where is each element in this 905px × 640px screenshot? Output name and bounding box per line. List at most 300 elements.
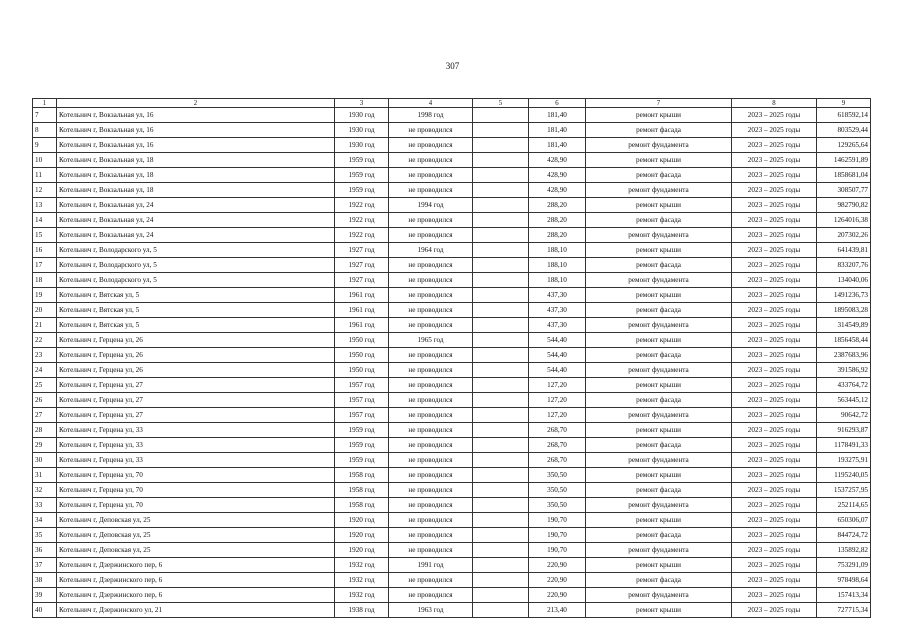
cell-address: Котельнич г, Вокзальная ул, 18 — [57, 168, 335, 183]
cell-number: 7 — [33, 108, 57, 123]
cell-cost: 727715,34 — [817, 603, 871, 618]
cell-area: 437,30 — [529, 303, 586, 318]
cell-address: Котельнич г, Дзержинского пер, 6 — [57, 588, 335, 603]
cell-area: 220,90 — [529, 558, 586, 573]
cell-period: 2023 – 2025 годы — [732, 288, 817, 303]
cell-area: 350,50 — [529, 483, 586, 498]
cell-address: Котельнич г, Герцена ул, 26 — [57, 348, 335, 363]
cell-address: Котельнич г, Володарского ул, 5 — [57, 243, 335, 258]
cell-period: 2023 – 2025 годы — [732, 168, 817, 183]
table-row — [33, 483, 871, 498]
table-row — [33, 108, 871, 123]
cell-build-year: 1930 год — [335, 138, 389, 153]
cell-number: 25 — [33, 378, 57, 393]
cell-work-type: ремонт фундамента — [586, 588, 732, 603]
cell-area: 127,20 — [529, 378, 586, 393]
cell-period: 2023 – 2025 годы — [732, 468, 817, 483]
cell-work-type: ремонт фасада — [586, 258, 732, 273]
cell-last-repair: не проводился — [389, 573, 473, 588]
cell-period: 2023 – 2025 годы — [732, 228, 817, 243]
cell-cost: 2387683,96 — [817, 348, 871, 363]
cell-area: 288,20 — [529, 228, 586, 243]
cell-cost: 1264016,38 — [817, 213, 871, 228]
cell-blank — [473, 528, 529, 543]
cell-number: 19 — [33, 288, 57, 303]
cell-period: 2023 – 2025 годы — [732, 453, 817, 468]
cell-cost: 1856458,44 — [817, 333, 871, 348]
cell-cost: 844724,72 — [817, 528, 871, 543]
cell-work-type: ремонт фундамента — [586, 543, 732, 558]
cell-cost: 252114,65 — [817, 498, 871, 513]
cell-build-year: 1950 год — [335, 333, 389, 348]
cell-cost: 129265,64 — [817, 138, 871, 153]
cell-cost: 1858681,04 — [817, 168, 871, 183]
table-row — [33, 273, 871, 288]
table-row — [33, 378, 871, 393]
cell-work-type: ремонт фасада — [586, 303, 732, 318]
cell-build-year: 1959 год — [335, 168, 389, 183]
header-cell-build-year: 3 — [335, 99, 389, 108]
cell-work-type: ремонт фасада — [586, 483, 732, 498]
cell-work-type: ремонт крыши — [586, 513, 732, 528]
cell-number: 22 — [33, 333, 57, 348]
cell-work-type: ремонт фундамента — [586, 228, 732, 243]
table-row — [33, 183, 871, 198]
cell-work-type: ремонт фундамента — [586, 453, 732, 468]
cell-period: 2023 – 2025 годы — [732, 303, 817, 318]
table-row — [33, 228, 871, 243]
cell-build-year: 1920 год — [335, 543, 389, 558]
cell-last-repair: 1963 год — [389, 603, 473, 618]
cell-period: 2023 – 2025 годы — [732, 123, 817, 138]
cell-work-type: ремонт фасада — [586, 393, 732, 408]
cell-work-type: ремонт фундамента — [586, 363, 732, 378]
table-row — [33, 468, 871, 483]
cell-cost: 1537257,95 — [817, 483, 871, 498]
cell-last-repair: не проводился — [389, 453, 473, 468]
table-row — [33, 588, 871, 603]
cell-area: 428,90 — [529, 183, 586, 198]
cell-period: 2023 – 2025 годы — [732, 258, 817, 273]
cell-cost: 1178491,33 — [817, 438, 871, 453]
cell-number: 16 — [33, 243, 57, 258]
cell-period: 2023 – 2025 годы — [732, 108, 817, 123]
cell-build-year: 1932 год — [335, 573, 389, 588]
table-row — [33, 333, 871, 348]
cell-blank — [473, 453, 529, 468]
cell-number: 26 — [33, 393, 57, 408]
table-row — [33, 438, 871, 453]
cell-build-year: 1922 год — [335, 213, 389, 228]
cell-address: Котельнич г, Герцена ул, 26 — [57, 363, 335, 378]
cell-last-repair: не проводился — [389, 363, 473, 378]
table-row — [33, 408, 871, 423]
cell-cost: 982790,82 — [817, 198, 871, 213]
cell-blank — [473, 168, 529, 183]
cell-last-repair: 1998 год — [389, 108, 473, 123]
cell-number: 14 — [33, 213, 57, 228]
cell-area: 428,90 — [529, 153, 586, 168]
cell-last-repair: не проводился — [389, 318, 473, 333]
cell-build-year: 1950 год — [335, 348, 389, 363]
table-row — [33, 288, 871, 303]
cell-area: 190,70 — [529, 513, 586, 528]
cell-period: 2023 – 2025 годы — [732, 363, 817, 378]
cell-period: 2023 – 2025 годы — [732, 498, 817, 513]
cell-blank — [473, 483, 529, 498]
cell-address: Котельнич г, Вятская ул, 5 — [57, 303, 335, 318]
cell-cost: 1491236,73 — [817, 288, 871, 303]
cell-address: Котельнич г, Вокзальная ул, 16 — [57, 108, 335, 123]
cell-address: Котельнич г, Герцена ул, 27 — [57, 378, 335, 393]
cell-blank — [473, 108, 529, 123]
cell-work-type: ремонт фундамента — [586, 273, 732, 288]
cell-cost: 833207,76 — [817, 258, 871, 273]
cell-address: Котельнич г, Деповская ул, 25 — [57, 543, 335, 558]
cell-last-repair: не проводился — [389, 378, 473, 393]
cell-period: 2023 – 2025 годы — [732, 153, 817, 168]
cell-last-repair: не проводился — [389, 528, 473, 543]
cell-cost: 753291,09 — [817, 558, 871, 573]
cell-number: 21 — [33, 318, 57, 333]
table-row — [33, 543, 871, 558]
cell-address: Котельнич г, Вокзальная ул, 18 — [57, 153, 335, 168]
cell-blank — [473, 333, 529, 348]
table-row — [33, 243, 871, 258]
cell-number: 23 — [33, 348, 57, 363]
cell-work-type: ремонт фасада — [586, 438, 732, 453]
cell-cost: 433764,72 — [817, 378, 871, 393]
cell-build-year: 1922 год — [335, 198, 389, 213]
table-row — [33, 303, 871, 318]
table-row — [33, 573, 871, 588]
cell-period: 2023 – 2025 годы — [732, 513, 817, 528]
cell-address: Котельнич г, Герцена ул, 33 — [57, 423, 335, 438]
cell-number: 13 — [33, 198, 57, 213]
cell-last-repair: 1965 год — [389, 333, 473, 348]
table-row — [33, 258, 871, 273]
cell-work-type: ремонт крыши — [586, 288, 732, 303]
cell-build-year: 1959 год — [335, 153, 389, 168]
cell-period: 2023 – 2025 годы — [732, 213, 817, 228]
cell-work-type: ремонт крыши — [586, 603, 732, 618]
cell-blank — [473, 198, 529, 213]
cell-build-year: 1920 год — [335, 513, 389, 528]
cell-cost: 90642,72 — [817, 408, 871, 423]
cell-number: 35 — [33, 528, 57, 543]
cell-build-year: 1950 год — [335, 363, 389, 378]
cell-address: Котельнич г, Вятская ул, 5 — [57, 288, 335, 303]
cell-blank — [473, 243, 529, 258]
cell-last-repair: не проводился — [389, 423, 473, 438]
cell-last-repair: не проводился — [389, 303, 473, 318]
cell-build-year: 1930 год — [335, 123, 389, 138]
cell-address: Котельнич г, Герцена ул, 33 — [57, 438, 335, 453]
cell-period: 2023 – 2025 годы — [732, 408, 817, 423]
cell-period: 2023 – 2025 годы — [732, 333, 817, 348]
cell-work-type: ремонт крыши — [586, 378, 732, 393]
cell-last-repair: не проводился — [389, 153, 473, 168]
cell-area: 350,50 — [529, 468, 586, 483]
cell-build-year: 1959 год — [335, 183, 389, 198]
cell-work-type: ремонт фасада — [586, 573, 732, 588]
cell-work-type: ремонт фасада — [586, 123, 732, 138]
cell-cost: 1195240,05 — [817, 468, 871, 483]
header-cell-number: 1 — [33, 99, 57, 108]
cell-number: 34 — [33, 513, 57, 528]
cell-cost: 193275,91 — [817, 453, 871, 468]
table-row — [33, 318, 871, 333]
cell-address: Котельнич г, Володарского ул, 5 — [57, 273, 335, 288]
cell-blank — [473, 288, 529, 303]
cell-area: 288,20 — [529, 198, 586, 213]
cell-blank — [473, 513, 529, 528]
cell-work-type: ремонт крыши — [586, 333, 732, 348]
table-row — [33, 168, 871, 183]
cell-build-year: 1959 год — [335, 423, 389, 438]
cell-period: 2023 – 2025 годы — [732, 198, 817, 213]
cell-address: Котельнич г, Герцена ул, 27 — [57, 408, 335, 423]
cell-cost: 618592,14 — [817, 108, 871, 123]
cell-work-type: ремонт крыши — [586, 243, 732, 258]
table-row — [33, 153, 871, 168]
cell-number: 31 — [33, 468, 57, 483]
cell-last-repair: не проводился — [389, 213, 473, 228]
cell-last-repair: не проводился — [389, 468, 473, 483]
cell-work-type: ремонт фундамента — [586, 408, 732, 423]
cell-build-year: 1932 год — [335, 558, 389, 573]
cell-cost: 563445,12 — [817, 393, 871, 408]
cell-blank — [473, 303, 529, 318]
cell-build-year: 1958 год — [335, 468, 389, 483]
cell-number: 28 — [33, 423, 57, 438]
cell-period: 2023 – 2025 годы — [732, 138, 817, 153]
cell-build-year: 1959 год — [335, 438, 389, 453]
cell-number: 39 — [33, 588, 57, 603]
cell-address: Котельнич г, Вокзальная ул, 24 — [57, 228, 335, 243]
cell-address: Котельнич г, Вокзальная ул, 24 — [57, 213, 335, 228]
header-cell-work-type: 7 — [586, 99, 732, 108]
cell-period: 2023 – 2025 годы — [732, 183, 817, 198]
cell-work-type: ремонт фасада — [586, 213, 732, 228]
cell-build-year: 1957 год — [335, 408, 389, 423]
cell-blank — [473, 423, 529, 438]
cell-last-repair: 1964 год — [389, 243, 473, 258]
cell-cost: 157413,34 — [817, 588, 871, 603]
cell-last-repair: не проводился — [389, 258, 473, 273]
header-cell-cost: 9 — [817, 99, 871, 108]
cell-period: 2023 – 2025 годы — [732, 318, 817, 333]
cell-build-year: 1961 год — [335, 318, 389, 333]
cell-cost: 314549,89 — [817, 318, 871, 333]
cell-blank — [473, 603, 529, 618]
cell-cost: 308507,77 — [817, 183, 871, 198]
cell-address: Котельнич г, Герцена ул, 70 — [57, 483, 335, 498]
cell-address: Котельнич г, Герцена ул, 70 — [57, 498, 335, 513]
repair-registry-table — [32, 98, 871, 618]
table-row — [33, 348, 871, 363]
cell-work-type: ремонт крыши — [586, 423, 732, 438]
cell-blank — [473, 258, 529, 273]
cell-last-repair: не проводился — [389, 588, 473, 603]
cell-work-type: ремонт фундамента — [586, 498, 732, 513]
table-row — [33, 528, 871, 543]
table-row — [33, 393, 871, 408]
header-cell-blank: 5 — [473, 99, 529, 108]
cell-area: 544,40 — [529, 333, 586, 348]
table-row — [33, 363, 871, 378]
cell-blank — [473, 393, 529, 408]
cell-area: 127,20 — [529, 408, 586, 423]
cell-area: 268,70 — [529, 438, 586, 453]
cell-number: 30 — [33, 453, 57, 468]
cell-last-repair: не проводился — [389, 408, 473, 423]
cell-build-year: 1961 год — [335, 303, 389, 318]
cell-address: Котельнич г, Деповская ул, 25 — [57, 513, 335, 528]
cell-area: 220,90 — [529, 573, 586, 588]
cell-work-type: ремонт фундамента — [586, 138, 732, 153]
header-cell-last-repair: 4 — [389, 99, 473, 108]
cell-address: Котельнич г, Деповская ул, 25 — [57, 528, 335, 543]
cell-number: 36 — [33, 543, 57, 558]
cell-number: 27 — [33, 408, 57, 423]
cell-number: 8 — [33, 123, 57, 138]
cell-address: Котельнич г, Вокзальная ул, 18 — [57, 183, 335, 198]
cell-work-type: ремонт фасада — [586, 528, 732, 543]
cell-cost: 1895083,28 — [817, 303, 871, 318]
cell-address: Котельнич г, Дзержинского пер, 6 — [57, 573, 335, 588]
cell-number: 32 — [33, 483, 57, 498]
cell-cost: 641439,81 — [817, 243, 871, 258]
cell-number: 11 — [33, 168, 57, 183]
page-number: 307 — [445, 61, 460, 71]
cell-build-year: 1958 год — [335, 483, 389, 498]
cell-area: 190,70 — [529, 528, 586, 543]
cell-cost: 978498,64 — [817, 573, 871, 588]
cell-address: Котельнич г, Герцена ул, 33 — [57, 453, 335, 468]
cell-last-repair: 1991 год — [389, 558, 473, 573]
cell-area: 188,10 — [529, 243, 586, 258]
cell-cost: 650306,07 — [817, 513, 871, 528]
cell-blank — [473, 498, 529, 513]
cell-blank — [473, 123, 529, 138]
cell-address: Котельнич г, Вокзальная ул, 16 — [57, 138, 335, 153]
cell-blank — [473, 573, 529, 588]
cell-blank — [473, 558, 529, 573]
cell-blank — [473, 213, 529, 228]
cell-cost: 916293,87 — [817, 423, 871, 438]
cell-work-type: ремонт крыши — [586, 108, 732, 123]
cell-last-repair: не проводился — [389, 393, 473, 408]
cell-number: 38 — [33, 573, 57, 588]
cell-area: 428,90 — [529, 168, 586, 183]
cell-area: 268,70 — [529, 453, 586, 468]
cell-blank — [473, 408, 529, 423]
cell-address: Котельнич г, Вятская ул, 5 — [57, 318, 335, 333]
cell-area: 127,20 — [529, 393, 586, 408]
cell-work-type: ремонт крыши — [586, 468, 732, 483]
cell-blank — [473, 543, 529, 558]
cell-build-year: 1927 год — [335, 273, 389, 288]
cell-number: 18 — [33, 273, 57, 288]
cell-blank — [473, 153, 529, 168]
cell-number: 40 — [33, 603, 57, 618]
cell-last-repair: не проводился — [389, 543, 473, 558]
cell-period: 2023 – 2025 годы — [732, 378, 817, 393]
cell-build-year: 1927 год — [335, 243, 389, 258]
header-cell-period: 8 — [732, 99, 817, 108]
cell-period: 2023 – 2025 годы — [732, 528, 817, 543]
cell-area: 437,30 — [529, 318, 586, 333]
cell-area: 544,40 — [529, 363, 586, 378]
cell-build-year: 1958 год — [335, 498, 389, 513]
cell-last-repair: не проводился — [389, 498, 473, 513]
cell-build-year: 1927 год — [335, 258, 389, 273]
table-row — [33, 498, 871, 513]
cell-build-year: 1930 год — [335, 108, 389, 123]
header-cell-area: 6 — [529, 99, 586, 108]
cell-work-type: ремонт крыши — [586, 198, 732, 213]
cell-period: 2023 – 2025 годы — [732, 423, 817, 438]
cell-address: Котельнич г, Володарского ул, 5 — [57, 258, 335, 273]
cell-cost: 134040,06 — [817, 273, 871, 288]
cell-address: Котельнич г, Дзержинского ул, 21 — [57, 603, 335, 618]
cell-blank — [473, 363, 529, 378]
cell-last-repair: не проводился — [389, 438, 473, 453]
cell-number: 9 — [33, 138, 57, 153]
cell-period: 2023 – 2025 годы — [732, 483, 817, 498]
cell-number: 37 — [33, 558, 57, 573]
cell-number: 33 — [33, 498, 57, 513]
cell-number: 12 — [33, 183, 57, 198]
cell-address: Котельнич г, Вокзальная ул, 16 — [57, 123, 335, 138]
cell-cost: 1462591,89 — [817, 153, 871, 168]
cell-period: 2023 – 2025 годы — [732, 348, 817, 363]
table-row — [33, 453, 871, 468]
cell-area: 350,50 — [529, 498, 586, 513]
cell-work-type: ремонт фасада — [586, 348, 732, 363]
cell-period: 2023 – 2025 годы — [732, 543, 817, 558]
cell-build-year: 1922 год — [335, 228, 389, 243]
cell-area: 181,40 — [529, 123, 586, 138]
cell-period: 2023 – 2025 годы — [732, 438, 817, 453]
cell-work-type: ремонт крыши — [586, 153, 732, 168]
cell-last-repair: не проводился — [389, 348, 473, 363]
cell-area: 437,30 — [529, 288, 586, 303]
cell-last-repair: не проводился — [389, 228, 473, 243]
table-row — [33, 603, 871, 618]
cell-blank — [473, 588, 529, 603]
table-header-row — [33, 99, 871, 108]
header-cell-address: 2 — [57, 99, 335, 108]
cell-blank — [473, 318, 529, 333]
cell-build-year: 1957 год — [335, 378, 389, 393]
cell-area: 188,10 — [529, 258, 586, 273]
cell-period: 2023 – 2025 годы — [732, 603, 817, 618]
table-row — [33, 513, 871, 528]
cell-area: 188,10 — [529, 273, 586, 288]
cell-work-type: ремонт фундамента — [586, 183, 732, 198]
cell-area: 268,70 — [529, 423, 586, 438]
cell-last-repair: 1994 год — [389, 198, 473, 213]
cell-last-repair: не проводился — [389, 168, 473, 183]
cell-work-type: ремонт фасада — [586, 168, 732, 183]
cell-blank — [473, 438, 529, 453]
cell-last-repair: не проводился — [389, 123, 473, 138]
cell-period: 2023 – 2025 годы — [732, 393, 817, 408]
table-row — [33, 423, 871, 438]
table-row — [33, 138, 871, 153]
